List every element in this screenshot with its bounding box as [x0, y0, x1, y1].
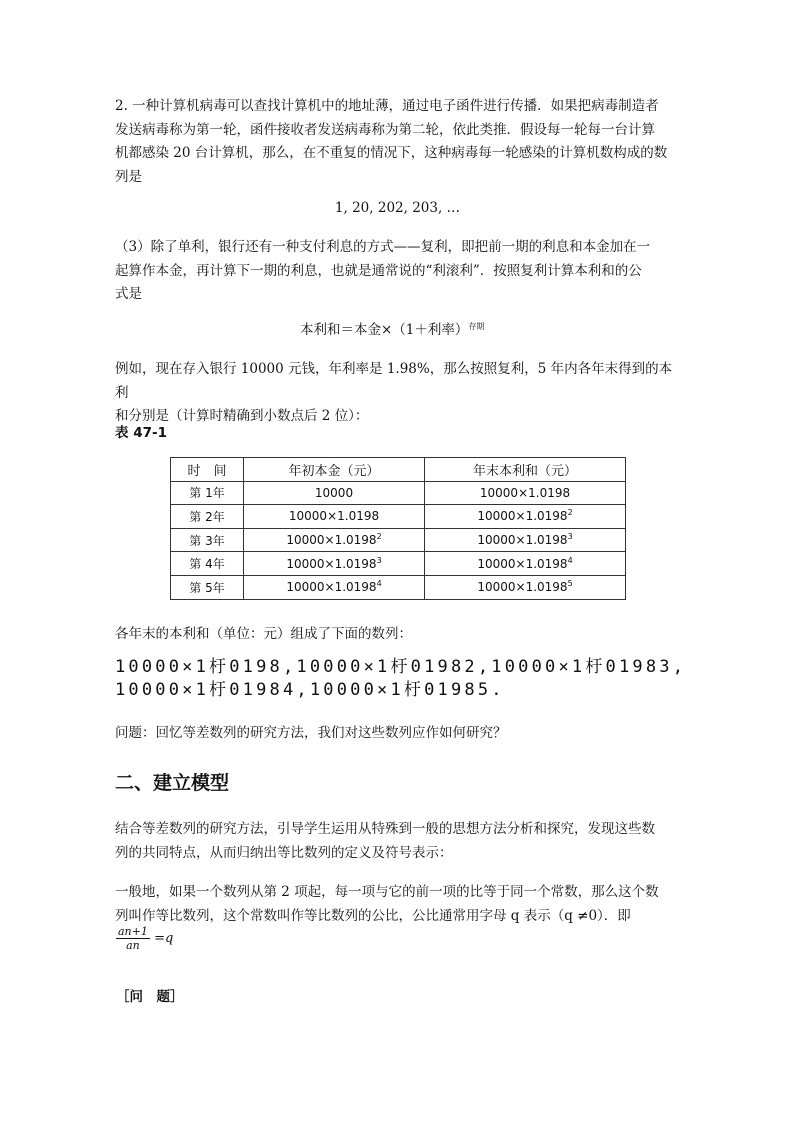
compound-table [170, 457, 626, 600]
cell-principal: $10000\times 1.0198^3$ [244, 552, 425, 576]
cell-principal: 10000 [244, 481, 425, 505]
text-line: 和分别是（计算时精确到小数点后 2 位）： [115, 408, 369, 424]
table-row [171, 505, 626, 529]
table-row [171, 552, 626, 576]
table-row [171, 575, 626, 599]
text-line: 列的共同特点，从而归纳出等比数列的定义及符号表示： [115, 844, 453, 861]
header-total: 年末本利和（元） [425, 458, 626, 482]
table-row [171, 528, 626, 552]
virus-paragraph [115, 95, 685, 189]
cell-principal: 10000×1.0198 [244, 505, 425, 529]
model-paragraph-2 [115, 881, 685, 928]
section-heading: 二、建立模型 [115, 772, 230, 794]
text-line: 式是 [115, 286, 142, 302]
text-line: 一般地，如果一个数列从第 2 项起，每一项与它的前一项的比等于同一个常数，那么这个数 [115, 884, 659, 900]
formula-exponent: 存期 [468, 322, 485, 331]
compound-formula [300, 318, 600, 338]
cell-total: $10000\times 1.0198^4$ [425, 552, 626, 576]
text-line: 例如，现在存入银行 10000 元钱，年利率是 1.98%，那么按照复利，5 年内各年末得到的本利 [115, 361, 673, 401]
formula-text: 本利和＝本金×（1＋利率） [300, 322, 469, 338]
cell-time: 第 1年 [171, 481, 244, 505]
text-line: 列是 [115, 168, 142, 185]
virus-sequence: 1, 20, 202, 203, … [334, 200, 461, 216]
header-time: 时 间 [171, 458, 244, 482]
table-title: 表 47-1 [115, 425, 167, 441]
example-paragraph [115, 358, 685, 429]
cell-time: 第 4年 [171, 552, 244, 576]
text-line: 起算作本金，再计算下一期的利息，也就是通常说的“利滚利”．按照复利计算本利和的公 [115, 262, 642, 279]
text-line: 列叫作等比数列，这个常数叫作等比数列的公比，公比通常用字母 q 表示（q ≠0）．即 [115, 907, 631, 924]
ratio-formula [116, 925, 173, 952]
ratio-fraction [116, 925, 150, 952]
cell-principal: $10000\times 1.0198^4$ [244, 575, 425, 599]
cell-total: $10000\times 1.0198^5$ [425, 575, 626, 599]
cell-time: 第 2年 [171, 505, 244, 529]
text-line: 机都感染 20 台计算机，那么，在不重复的情况下，这种病毒每一轮感染的计算机数构成的数 [115, 145, 668, 161]
question-text: 问题：回忆等差数列的研究方法，我们对这些数列应作如何研究？ [115, 725, 507, 741]
cell-time: 第 3年 [171, 528, 244, 552]
sequence-line: 10000×1杅0198,10000×1杅01982,10000×1杅01983, [115, 657, 687, 677]
compound-paragraph [115, 236, 685, 307]
cell-time: 第 5年 [171, 575, 244, 599]
sequence-line: 10000×1杅01984,10000×1杅01985. [115, 680, 505, 700]
text-line: （3）除了单利，银行还有一种支付利息的方式——复利，即把前一期的利息和本金加在一 [115, 239, 651, 255]
text-line: 发送病毒称为第一轮，函件接收者发送病毒称为第二轮，依此类推．假设每一轮每一台计算 [115, 121, 655, 138]
cell-principal: $10000\times 1.0198^2$ [244, 528, 425, 552]
header-principal: 年初本金（元） [244, 458, 425, 482]
fraction-denominator: an [126, 939, 140, 952]
question-label: ［问 题］ [116, 989, 184, 1005]
table-row [171, 481, 626, 505]
text-line: 结合等差数列的研究方法，引导学生运用从特殊到一般的思想方法分析和探究，发现这些数 [115, 821, 655, 837]
cell-total: $10000\times 1.0198^3$ [425, 528, 626, 552]
fraction-numerator: an+1 [118, 925, 148, 938]
cell-total: $10000\times 1.0198^2$ [425, 505, 626, 529]
sequence-block [115, 656, 715, 702]
table-header-row [171, 458, 626, 482]
cell-total: 10000×1.0198 [425, 481, 626, 505]
text-line: 2. 一种计算机病毒可以查找计算机中的地址薄，通过电子函件进行传播．如果把病毒制造者 [115, 98, 659, 114]
model-paragraph-1 [115, 818, 685, 865]
sequence-intro: 各年末的本利和（单位：元）组成了下面的数列： [115, 626, 412, 642]
fraction-rhs: =q [154, 931, 174, 946]
